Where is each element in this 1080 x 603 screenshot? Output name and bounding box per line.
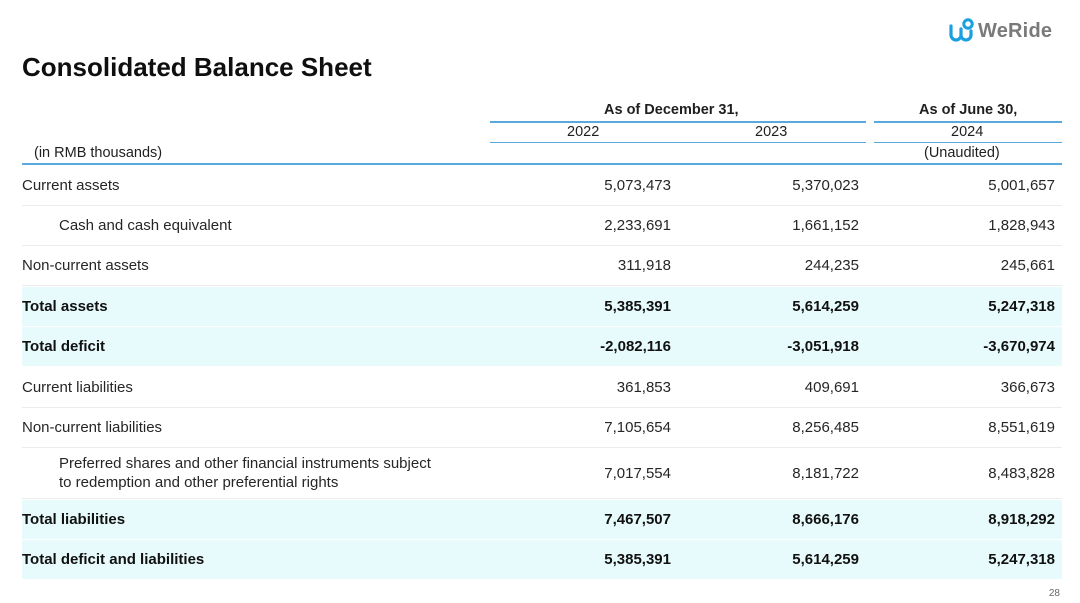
unit-label: (in RMB thousands) xyxy=(34,145,163,161)
value-2024: 8,483,828 xyxy=(988,464,1055,482)
value-2023: 8,256,485 xyxy=(792,419,859,436)
value-2022: 7,105,654 xyxy=(604,419,671,436)
value-2023: 409,691 xyxy=(804,379,859,396)
header-year-2022: 2022 xyxy=(567,124,600,140)
unaudited-label: (Unaudited) xyxy=(924,145,1000,161)
row-label-line-2: to redemption and other preferential rights xyxy=(59,474,339,491)
row-label xyxy=(59,448,529,498)
value-2024: 8,551,619 xyxy=(988,419,1055,436)
header-group-june: As of June 30, xyxy=(919,102,1018,118)
value-2024: 5,247,318 xyxy=(988,298,1055,315)
row-label: Cash and cash equivalent xyxy=(59,217,232,234)
table-row xyxy=(22,206,1062,246)
value-2024: 5,247,318 xyxy=(988,551,1055,568)
value-2022: 7,017,554 xyxy=(604,464,671,482)
value-2023: 8,666,176 xyxy=(792,511,859,528)
header-year-2023: 2023 xyxy=(755,124,788,140)
value-2023: 8,181,722 xyxy=(792,464,859,482)
value-2022: 2,233,691 xyxy=(604,217,671,234)
table-row-total xyxy=(22,327,1062,367)
brand-logo xyxy=(948,16,1060,46)
value-2024: 8,918,292 xyxy=(988,511,1055,528)
row-label: Current assets xyxy=(22,177,120,194)
header-subrule-december xyxy=(490,142,866,143)
value-2024: 5,001,657 xyxy=(988,177,1055,194)
value-2022: 311,918 xyxy=(617,257,671,274)
header-subrule-june xyxy=(874,142,1062,143)
table-row xyxy=(22,368,1062,408)
table-row xyxy=(22,246,1062,286)
value-2022: -2,082,116 xyxy=(600,338,671,355)
page-title: Consolidated Balance Sheet xyxy=(22,52,372,82)
table-row xyxy=(22,166,1062,206)
row-label: Total deficit and liabilities xyxy=(22,551,205,568)
value-2022: 5,073,473 xyxy=(604,177,671,194)
row-label: Total assets xyxy=(22,298,108,315)
header-rule-december xyxy=(490,121,866,123)
value-2023: 244,235 xyxy=(804,257,859,274)
value-2024: 1,828,943 xyxy=(988,217,1055,234)
value-2022: 361,853 xyxy=(616,379,671,396)
header-group-december: As of December 31, xyxy=(604,102,739,118)
row-label: Non-current liabilities xyxy=(22,419,163,436)
page-number: 28 xyxy=(1048,588,1060,599)
value-2022: 5,385,391 xyxy=(604,298,671,315)
header-year-2024: 2024 xyxy=(951,124,984,140)
table-row xyxy=(22,448,1062,499)
value-2024: -3,670,974 xyxy=(983,338,1055,355)
value-2022: 7,467,507 xyxy=(604,511,671,528)
value-2024: 366,673 xyxy=(1000,379,1055,396)
table-row-total xyxy=(22,540,1062,580)
value-2023: -3,051,918 xyxy=(787,338,859,355)
value-2024: 245,661 xyxy=(1000,257,1055,274)
brand-name: WeRide xyxy=(978,19,1053,42)
header-rule-june xyxy=(874,121,1062,123)
value-2023: 5,614,259 xyxy=(792,551,859,568)
row-label: Total liabilities xyxy=(22,511,126,528)
table-row-total xyxy=(22,500,1062,540)
value-2023: 5,370,023 xyxy=(792,177,859,194)
row-label-line-1: Preferred shares and other financial instruments subject xyxy=(59,455,431,472)
row-label: Total deficit xyxy=(22,338,106,355)
value-2023: 1,661,152 xyxy=(792,217,859,234)
weride-logo-icon xyxy=(948,18,975,45)
table-row-total xyxy=(22,287,1062,327)
table-top-rule xyxy=(22,163,1062,165)
value-2023: 5,614,259 xyxy=(792,298,859,315)
table-row xyxy=(22,408,1062,448)
row-label: Current liabilities xyxy=(22,379,133,396)
value-2022: 5,385,391 xyxy=(604,551,671,568)
row-label: Non-current assets xyxy=(22,257,149,274)
